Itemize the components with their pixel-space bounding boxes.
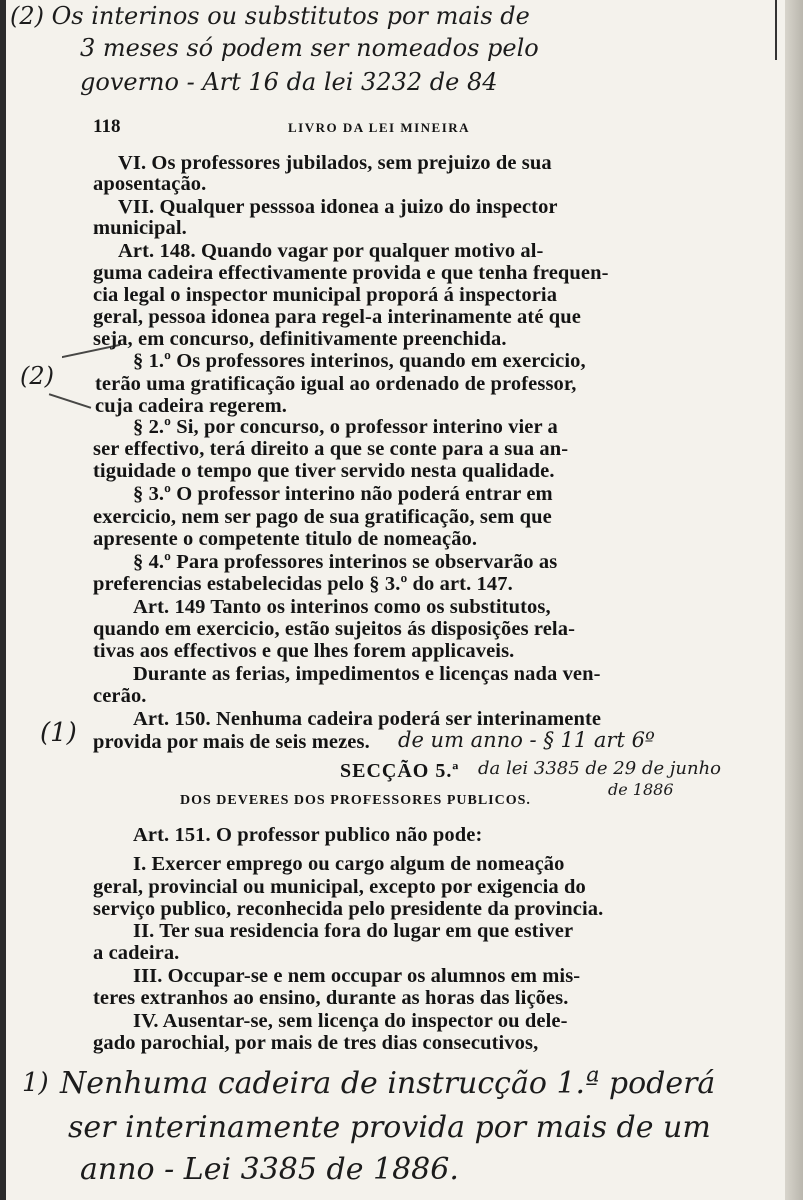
text-line: Art. 148. Quando vagar por qualquer motivo al-: [118, 240, 544, 262]
text-line: § 2.º Si, por concurso, o professor interino vier a: [133, 416, 558, 438]
art150-handwritten-note: de um anno - § 11 art 6º: [398, 728, 655, 752]
text-line: geral, pessoa idonea para regel-a interinamente até que: [93, 306, 581, 328]
text-line: Durante as ferias, impedimentos e licenças nada ven-: [133, 663, 601, 685]
text-line: § 4.º Para professores interinos se observarão as: [133, 551, 558, 573]
text-line: a cadeira.: [93, 942, 180, 964]
text-line: VI. Os professores jubilados, sem prejuizo de sua: [118, 152, 552, 174]
running-title: LIVRO DA LEI MINEIRA: [288, 120, 471, 135]
text-line: III. Occupar-se e nem occupar os alumnos em mis-: [133, 965, 581, 987]
section-handwritten-note-2: de 1886: [608, 780, 674, 799]
text-line: cuja cadeira regerem.: [95, 395, 288, 417]
margin-mark-2: (2): [20, 362, 54, 390]
page-number: 118: [93, 116, 121, 137]
text-line: gado parochial, por mais de tres dias consecutivos,: [93, 1032, 539, 1054]
text-line: tivas aos effectivos e que lhes forem applicaveis.: [93, 640, 515, 662]
spine-mark: [775, 0, 777, 60]
top-annotation-line-3: governo - Art 16 da lei 3232 de 84: [80, 68, 498, 96]
margin-mark-1: (1): [40, 718, 77, 748]
text-line: quando em exercicio, estão sujeitos ás disposições rela-: [93, 618, 576, 640]
text-line: seja, em concurso, definitivamente preenchida.: [93, 328, 507, 350]
top-annotation-line-2: 3 meses só podem ser nomeados pelo: [80, 34, 539, 62]
text-line: I. Exercer emprego ou cargo algum de nomeação: [133, 853, 565, 875]
top-annotation-line-1: (2) Os interinos ou substitutos por mais de: [10, 2, 530, 30]
text-line: terão uma gratificação igual ao ordenado de professor,: [95, 373, 577, 395]
text-line: serviço publico, reconhecida pelo presidente da provincia.: [93, 898, 604, 920]
bottom-annotation-line-3: anno - Lei 3385 de 1886.: [80, 1152, 459, 1187]
text-line: provida por mais de seis mezes.: [93, 731, 370, 753]
bottom-annotation-mark: 1): [22, 1068, 49, 1098]
text-line: preferencias estabelecidas pelo § 3.º do art. 147.: [93, 573, 513, 595]
text-line: cerão.: [93, 685, 147, 707]
text-line: § 1.º Os professores interinos, quando em exercicio,: [133, 350, 586, 372]
text-line: Art. 151. O professor publico não pode:: [133, 824, 483, 846]
bottom-annotation-line-1: Nenhuma cadeira de instrucção 1.ª poderá: [60, 1066, 716, 1101]
text-line: Art. 150. Nenhuma cadeira poderá ser interinamente: [133, 708, 602, 730]
text-line: teres extranhos ao ensino, durante as horas das lições.: [93, 987, 569, 1009]
text-line: cia legal o inspector municipal proporá á inspectoria: [93, 284, 558, 306]
text-line: tiguidade o tempo que tiver servido nesta qualidade.: [93, 460, 555, 482]
page-left-edge: [0, 0, 6, 1200]
text-line: § 3.º O professor interino não poderá entrar em: [133, 483, 553, 505]
text-line: exercicio, nem ser pago de sua gratificação, sem que: [93, 506, 552, 528]
text-line: II. Ter sua residencia fora do lugar em que estiver: [133, 920, 574, 942]
section-subtitle: DOS DEVERES DOS PROFESSORES PUBLICOS.: [180, 793, 531, 808]
text-line: aposentação.: [93, 173, 207, 195]
page-right-edge: [785, 0, 803, 1200]
text-line: ser effectivo, terá direito a que se conte para a sua an-: [93, 438, 569, 460]
text-line: guma cadeira effectivamente provida e que tenha frequen-: [93, 262, 609, 284]
text-line: VII. Qualquer pesssoa idonea a juizo do inspector: [118, 196, 558, 218]
text-line: municipal.: [93, 217, 187, 239]
bottom-annotation-line-2: ser interinamente provida por mais de um: [68, 1110, 711, 1145]
text-line: Art. 149 Tanto os interinos como os substitutos,: [133, 596, 551, 618]
section-title: SECÇÃO 5.ª: [340, 760, 460, 782]
text-line: geral, provincial ou municipal, excepto por exigencia do: [93, 876, 586, 898]
section-handwritten-note-1: da lei 3385 de 29 de junho: [478, 758, 722, 779]
text-line: apresente o competente titulo de nomeação.: [93, 528, 478, 550]
text-line: IV. Ausentar-se, sem licença do inspector ou dele-: [133, 1010, 568, 1032]
